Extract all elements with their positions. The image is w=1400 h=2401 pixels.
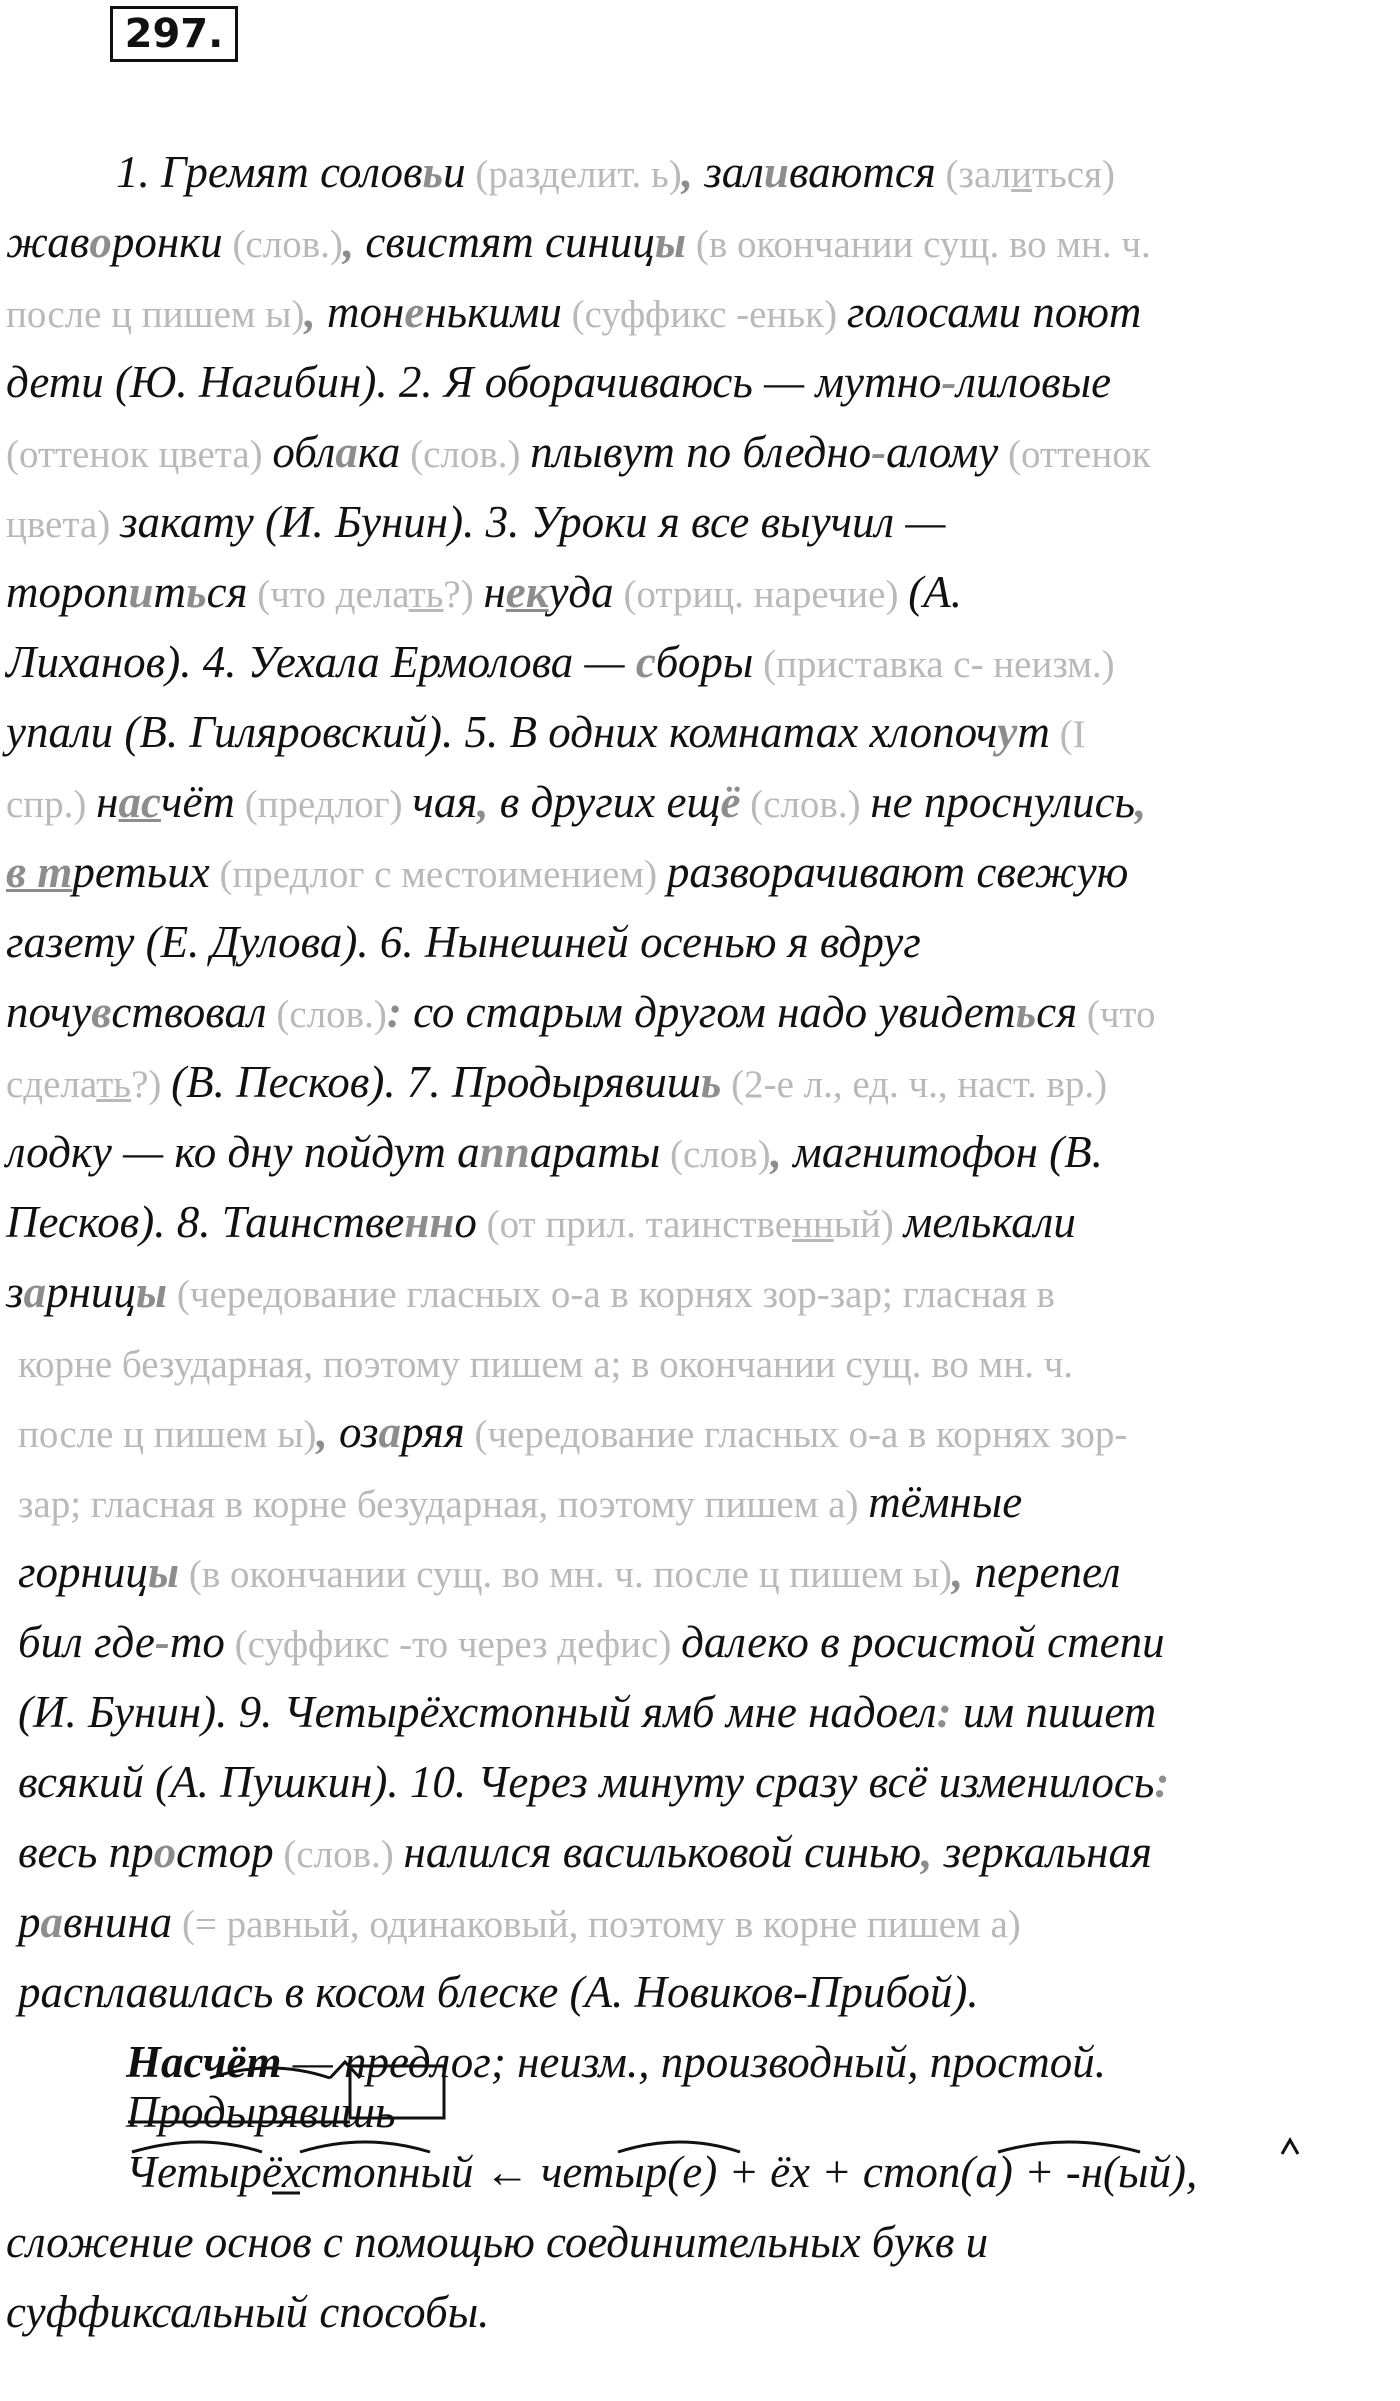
text-line (6, 1192, 1076, 1255)
text-line (6, 842, 1128, 905)
highlighted-letter: , (304, 287, 327, 337)
text-segment: суффиксальный способы. (6, 2287, 490, 2337)
text-segment: Четырёхстопный ← четыр(е) + ёх + стоп(а) + -н(ый), (126, 2147, 1198, 2197)
text-segment: ваются (788, 147, 936, 197)
highlighted-letter: : (936, 1687, 963, 1737)
comment-text: (слов) (660, 1133, 771, 1176)
text-segment: рниц (46, 1267, 136, 1317)
text-line (126, 2142, 1197, 2202)
text-segment: им пишет (962, 1687, 1157, 1737)
comment-text: (слов.) (273, 1833, 404, 1876)
text-line (116, 142, 1115, 205)
text-line (18, 1612, 1165, 1675)
text-line (18, 1542, 1120, 1605)
text-line (6, 212, 1151, 275)
text-line (6, 632, 1115, 695)
text-segment: стор (176, 1827, 274, 1877)
text-segment: Песков). 8. Таинстве (6, 1197, 405, 1247)
text-segment: боры (655, 637, 754, 687)
highlighted-letter: , (921, 1827, 944, 1877)
highlighted-letter: у (997, 707, 1018, 757)
comment-text: (в окончании сущ. во мн. ч. (686, 223, 1151, 266)
text-line (6, 492, 945, 555)
text-segment: в других ещ (499, 777, 721, 827)
comment-text: зар; гласная в корне безударная, поэтому пишем а) (18, 1483, 869, 1526)
text-line (18, 1682, 1156, 1742)
comment-text: (I (1049, 713, 1086, 756)
text-segment: и (443, 147, 466, 197)
text-line (6, 562, 962, 625)
text-segment: то (169, 1617, 225, 1667)
text-segment: тороп (6, 567, 129, 617)
text-line (18, 1962, 979, 2022)
text-line (6, 352, 1111, 412)
text-segment: (В. Песков). 7. Продырявиш (171, 1057, 701, 1107)
text-segment: газету (Е. Дулова). 6. Нынешней осенью я вдруг (6, 917, 921, 967)
highlighted-letter: , (316, 1407, 339, 1457)
suffix-caret-2 (1282, 2140, 1298, 2154)
text-line (6, 982, 1156, 1045)
text-segment: зеркальная (943, 1827, 1152, 1877)
text-segment: ка (357, 427, 401, 477)
comment-text: (зал (935, 153, 1012, 196)
text-segment: лиловые (956, 357, 1112, 407)
text-segment: внина (63, 1897, 173, 1947)
text-segment: Насчёт (126, 2037, 282, 2087)
text-line (6, 2282, 489, 2342)
text-segment: з (6, 1267, 24, 1317)
text-line (18, 1822, 1152, 1885)
text-segment: сложение основ с помощью соединительных букв и (6, 2217, 989, 2267)
exercise-number: 297. (110, 6, 238, 62)
highlighted-letter: ек (505, 567, 549, 617)
comment-text: корне безударная, поэтому пишем а; в окончании сущ. во мн. ч. (18, 1343, 1074, 1386)
text-segment: т (153, 567, 187, 617)
text-segment: горниц (18, 1547, 148, 1597)
comment-text: (чередование гласных о-а в корнях зор-зар; гласная в (167, 1273, 1055, 1316)
highlighted-letter: ы (147, 1547, 180, 1597)
text-line (6, 702, 1086, 765)
text-segment: свистят синиц (365, 217, 655, 267)
comment-text: (слов.) (740, 783, 871, 826)
text-segment: лодку — ко дну пойдут а (6, 1127, 480, 1177)
comment-text: (= равный, одинаковый, поэтому в корне пишем а) (172, 1903, 1021, 1946)
text-segment: налился васильковой синью (403, 1827, 922, 1877)
text-line (6, 1052, 1107, 1115)
highlighted-letter: а (378, 1407, 401, 1457)
comment-text: (в окончании сущ. во мн. ч. после ц пишем ы) (179, 1553, 953, 1596)
text-segment: 1. Гремят солов (116, 147, 423, 197)
highlighted-letter: нн (404, 1197, 455, 1247)
text-line (6, 912, 921, 972)
comment-text: сдела (6, 1063, 97, 1106)
highlighted-letter: а (40, 1897, 63, 1947)
highlighted-letter: , (1135, 777, 1147, 827)
comment-text: (суффикс -то через дефис) (224, 1623, 682, 1666)
text-line (18, 1892, 1021, 1955)
highlighted-letter: , (477, 777, 500, 827)
text-segment: жав (6, 217, 90, 267)
comment-text: ть (408, 573, 444, 616)
highlighted-letter: о (89, 217, 112, 267)
text-line (126, 2082, 395, 2142)
highlighted-letter: с (635, 637, 656, 687)
text-segment: нькими (424, 287, 562, 337)
highlighted-letter: ё (720, 777, 741, 827)
text-segment: упали (В. Гиляровский). 5. В одних комнатах хлопоч (6, 707, 998, 757)
text-segment: зал (704, 147, 764, 197)
comment-text: спр.) (6, 783, 97, 826)
highlighted-letter: ь (700, 1057, 722, 1107)
text-segment: не проснулись (870, 777, 1136, 827)
text-segment: почу (6, 987, 92, 1037)
comment-text: (оттенок (998, 433, 1151, 476)
text-segment: голосами поют (846, 287, 1142, 337)
comment-text: (2-е л., ед. ч., наст. вр.) (721, 1063, 1108, 1106)
comment-text: ться) (1031, 153, 1116, 196)
text-segment: Лиханов). 4. Уехала Ермолова — (6, 637, 636, 687)
text-segment: р (18, 1897, 41, 1947)
text-segment: бил где (18, 1617, 155, 1667)
text-line (18, 1752, 1169, 1812)
highlighted-letter: а (335, 427, 358, 477)
comment-text: (от прил. таинстве (476, 1203, 793, 1246)
highlighted-letter: : (386, 987, 414, 1037)
text-segment: всякий (А. Пушкин). 10. Через минуту сразу всё изменилось (18, 1757, 1155, 1807)
text-segment: обл (272, 427, 336, 477)
text-segment: (А. (908, 567, 962, 617)
text-line (6, 2212, 988, 2272)
text-segment: оз (339, 1407, 379, 1457)
highlighted-letter: в т (6, 847, 73, 897)
text-line (6, 1122, 1103, 1185)
highlighted-letter: - (941, 357, 957, 407)
comment-text: после ц пишем ы) (18, 1413, 317, 1456)
comment-text: после ц пишем ы) (6, 293, 305, 336)
highlighted-letter: в (91, 987, 112, 1037)
text-line (6, 1262, 1055, 1325)
text-line (6, 772, 1146, 835)
text-segment: тон (327, 287, 405, 337)
comment-text: (что (1077, 993, 1156, 1036)
comment-text: нн (792, 1203, 834, 1246)
highlighted-letter: ь (1015, 987, 1037, 1037)
text-segment: мелькали (903, 1197, 1076, 1247)
text-segment: далеко в росистой степи (681, 1617, 1165, 1667)
text-segment: со старым другом надо увидет (413, 987, 1016, 1037)
comment-text: ?) (443, 573, 484, 616)
highlighted-letter: - (871, 427, 887, 477)
text-segment: магнитофон (В. (793, 1127, 1103, 1177)
text-segment: ряя (400, 1407, 465, 1457)
text-segment: араты (529, 1127, 661, 1177)
highlighted-letter: , (952, 1547, 975, 1597)
text-segment: т (1017, 707, 1050, 757)
text-segment: ронки (111, 217, 223, 267)
text-segment: ствовал (111, 987, 267, 1037)
comment-text: ый) (833, 1203, 904, 1246)
comment-text: (предлог) (234, 783, 413, 826)
comment-text: (слов.) (400, 433, 531, 476)
highlighted-letter: ь (422, 147, 444, 197)
text-segment: плывут по бледно (530, 427, 872, 477)
highlighted-letter: , (342, 217, 366, 267)
text-segment: тёмные (868, 1477, 1023, 1527)
comment-text: (оттенок цвета) (6, 433, 273, 476)
highlighted-letter: ы (135, 1267, 168, 1317)
text-line (18, 1332, 1073, 1395)
text-segment: ся (1036, 987, 1078, 1037)
text-segment: Продырявишь (126, 2087, 396, 2137)
highlighted-letter: : (1154, 1757, 1170, 1807)
text-segment: дети (Ю. Нагибин). 2. Я оборачиваюсь — мутно (6, 357, 942, 407)
comment-text: (чередование гласных о-а в корнях зор- (464, 1413, 1128, 1456)
comment-text: (слов.) (266, 993, 387, 1036)
highlighted-letter: а (23, 1267, 47, 1317)
text-segment: закату (И. Бунин). 3. Уроки я все выучил — (119, 497, 946, 547)
text-segment: — предлог; неизм., производный, простой. (281, 2037, 1106, 2087)
text-segment: алому (886, 427, 999, 477)
comment-text: ть (96, 1063, 132, 1106)
text-line (18, 1402, 1127, 1465)
text-segment: н (96, 777, 119, 827)
text-segment: уда (548, 567, 614, 617)
highlighted-letter: ь (186, 567, 207, 617)
highlighted-letter: ас (118, 777, 161, 827)
text-segment: ретьих (72, 847, 210, 897)
comment-text: цвета) (6, 503, 120, 546)
text-line (6, 282, 1141, 345)
text-segment: ся (206, 567, 248, 617)
comment-text: и (1011, 153, 1032, 196)
highlighted-letter: , (770, 1127, 794, 1177)
comment-text: ?) (131, 1063, 172, 1106)
text-segment: чёт (160, 777, 235, 827)
comment-text: (приставка с- неизм.) (753, 643, 1115, 686)
comment-text: (отриц. наречие) (613, 573, 909, 616)
text-segment: чая (412, 777, 478, 827)
text-line (6, 422, 1151, 485)
text-segment: н (483, 567, 506, 617)
text-segment: перепел (974, 1547, 1121, 1597)
comment-text: (слов.) (222, 223, 343, 266)
text-segment: (И. Бунин). 9. Четырёхстопный ямб мне надоел (18, 1687, 937, 1737)
text-segment: весь пр (18, 1827, 154, 1877)
highlighted-letter: , (681, 147, 705, 197)
text-segment: о (454, 1197, 477, 1247)
highlighted-letter: и (128, 567, 154, 617)
comment-text: (разделит. ь) (465, 153, 682, 196)
highlighted-letter: о (153, 1827, 177, 1877)
comment-text: (суффикс -еньк) (561, 293, 847, 336)
comment-text: (предлог с местоимением) (209, 853, 667, 896)
highlighted-letter: ы (654, 217, 687, 267)
highlighted-letter: е (404, 287, 425, 337)
highlighted-letter: - (154, 1617, 170, 1667)
text-segment: расплавилась в косом блеске (А. Новиков-Прибой). (18, 1967, 979, 2017)
comment-text: (что дела (247, 573, 409, 616)
highlighted-letter: и (763, 147, 789, 197)
highlighted-letter: пп (479, 1127, 530, 1177)
text-line (18, 1472, 1022, 1535)
text-segment: разворачивают свежую (666, 847, 1129, 897)
